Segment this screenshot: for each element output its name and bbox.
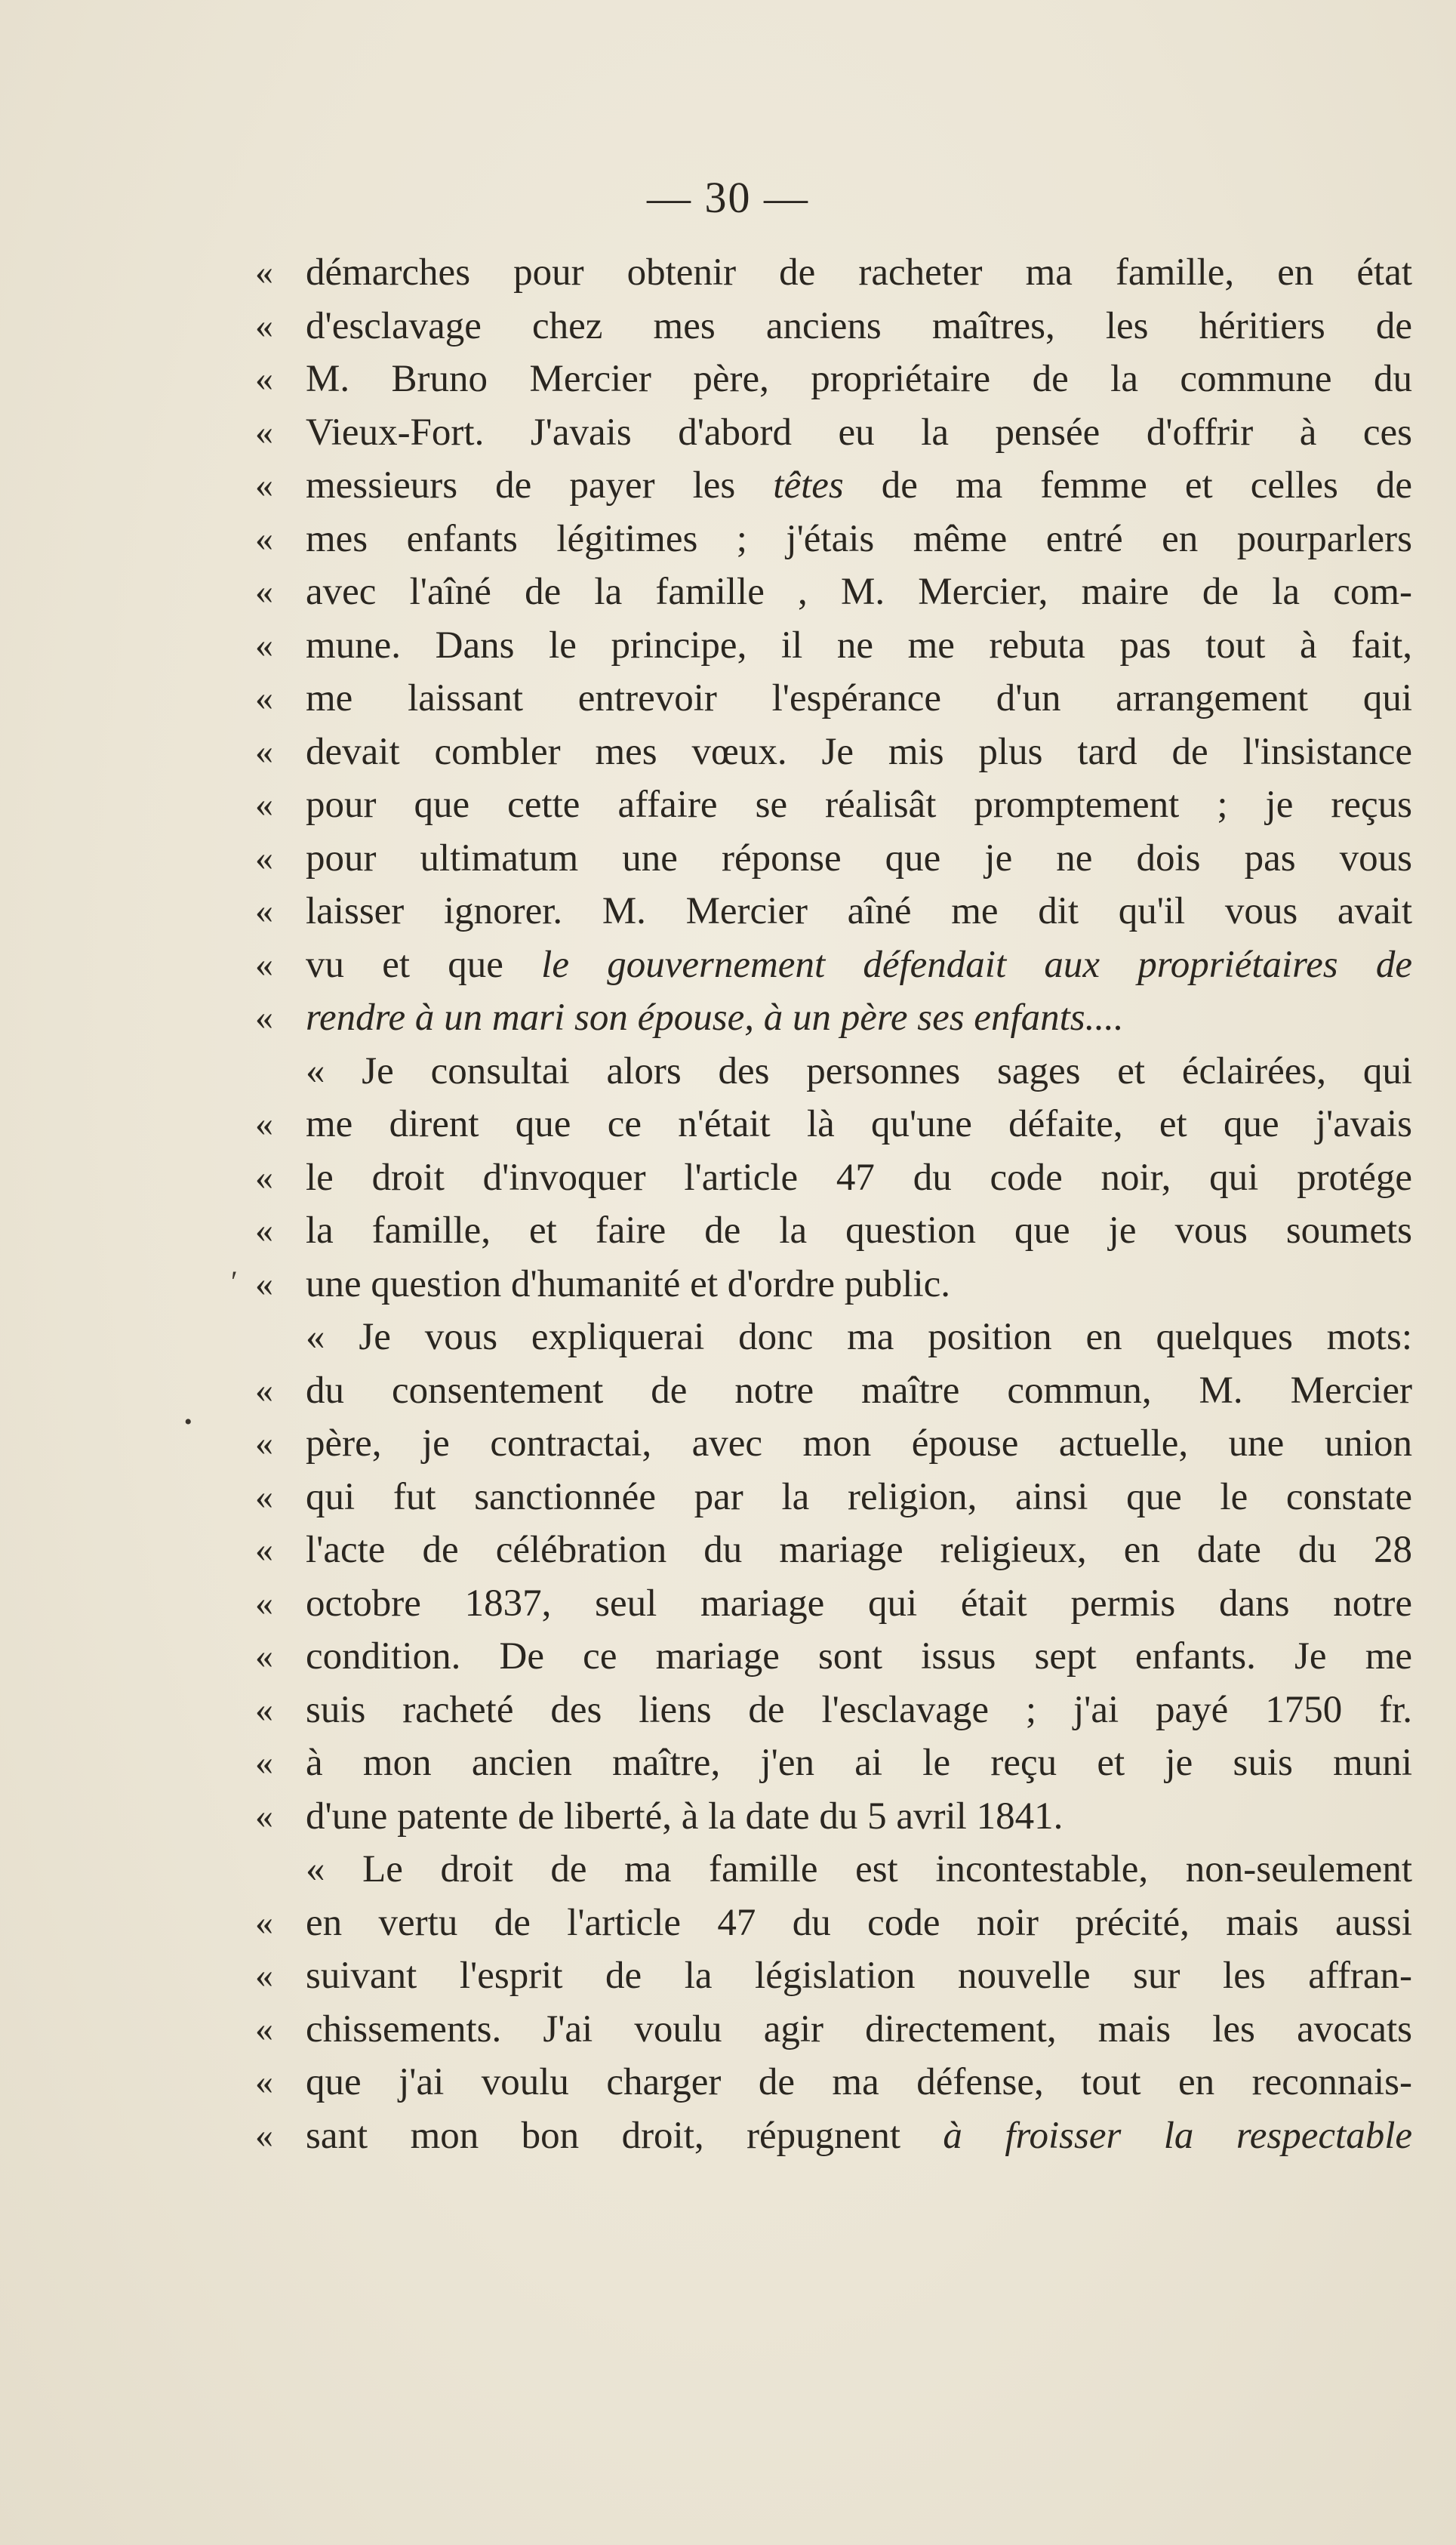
quote-mark: «: [255, 731, 273, 772]
text-block: [0, 246, 1456, 2162]
quote-mark: «: [255, 572, 273, 612]
quote-mark: «: [255, 1742, 273, 1782]
quote-mark: «: [255, 1370, 273, 1410]
text-line: [0, 1524, 1456, 1577]
text-line: [0, 938, 1456, 992]
text-line: [0, 672, 1456, 726]
text-line: [0, 778, 1456, 832]
line-text: « Je consultai alors des personnes sages et éclairées, qui: [306, 1049, 1412, 1092]
line-text: laisser ignorer. M. Mercier aîné me dit qu'il vous avait: [306, 890, 1412, 932]
line-text: « Je vous expliquerai donc ma position en quelques mots:: [306, 1316, 1412, 1358]
text-line: [0, 1843, 1456, 1896]
text-line: [0, 885, 1456, 938]
text-line: [0, 1630, 1456, 1684]
line-text: me laissant entrevoir l'espérance d'un arrangement qui: [306, 677, 1412, 719]
quote-mark: «: [255, 1476, 273, 1517]
line-text: une question d'humanité et d'ordre public.: [306, 1262, 951, 1305]
text-line: [0, 832, 1456, 886]
quote-mark: «: [255, 305, 273, 346]
quote-mark: «: [255, 2008, 273, 2049]
text-line: [0, 1736, 1456, 1790]
quote-mark: «: [255, 1157, 273, 1197]
margin-mark: ′: [231, 1264, 238, 1299]
line-text: suivant l'esprit de la législation nouvelle sur les affran-: [306, 1955, 1412, 1997]
quote-mark: «: [255, 784, 273, 824]
quote-mark: «: [255, 252, 273, 292]
line-text: vu et que le gouvernement défendait aux propriétaires de: [306, 943, 1412, 986]
text-line: [0, 1258, 1456, 1311]
text-line: [0, 565, 1456, 619]
quote-mark: «: [255, 1689, 273, 1730]
text-line: [0, 1896, 1456, 1950]
line-text: le droit d'invoquer l'article 47 du code noir, qui protége: [306, 1156, 1412, 1199]
line-text: démarches pour obtenir de racheter ma famille, en état: [306, 251, 1412, 294]
text-line: [0, 619, 1456, 673]
quote-mark: «: [255, 944, 273, 984]
text-line: [0, 991, 1456, 1045]
quote-mark: «: [255, 624, 273, 665]
line-text: que j'ai voulu charger de ma défense, tout en reconnais-: [306, 2061, 1412, 2103]
quote-mark: «: [255, 1263, 273, 1304]
line-text: Vieux-Fort. J'avais d'abord eu la pensée d'offrir à ces: [306, 411, 1412, 454]
text-line: [0, 2109, 1456, 2163]
text-line: [0, 2003, 1456, 2057]
text-line: [0, 1790, 1456, 1844]
text-line: [0, 353, 1456, 406]
line-text: mune. Dans le principe, il ne me rebuta pas tout à fait,: [306, 624, 1412, 667]
quote-mark: «: [255, 1104, 273, 1144]
line-text: qui fut sanctionnée par la religion, ainsi que le constate: [306, 1475, 1412, 1518]
line-text: pour que cette affaire se réalisât promptement ; je reçus: [306, 784, 1412, 826]
quote-mark: «: [255, 1210, 273, 1250]
line-text: devait combler mes vœux. Je mis plus tard de l'insistance: [306, 730, 1412, 773]
page-number: — 30 —: [647, 173, 809, 222]
text-line: [0, 2056, 1456, 2109]
quote-mark: «: [255, 891, 273, 931]
quote-mark: «: [255, 837, 273, 878]
line-text: messieurs de payer les têtes de ma femme et celles de: [306, 464, 1412, 507]
text-line: [0, 1684, 1456, 1737]
line-text: chissements. J'ai voulu agir directement, mais les avocats: [306, 2007, 1412, 2050]
quote-mark: «: [255, 1955, 273, 1995]
text-line: [0, 726, 1456, 779]
line-text: d'une patente de liberté, à la date du 5 avril 1841.: [306, 1795, 1064, 1838]
line-text: à mon ancien maître, j'en ai le reçu et je suis muni: [306, 1742, 1412, 1784]
line-text: octobre 1837, seul mariage qui était permis dans notre: [306, 1582, 1412, 1625]
line-text: père, je contractai, avec mon épouse actuelle, une union: [306, 1422, 1412, 1465]
text-line: [0, 1151, 1456, 1205]
text-line: [0, 246, 1456, 300]
text-line: [0, 1577, 1456, 1631]
line-text: pour ultimatum une réponse que je ne dois pas vous: [306, 837, 1412, 880]
quote-mark: «: [255, 1423, 273, 1463]
text-line: [0, 300, 1456, 353]
text-line: [0, 459, 1456, 513]
margin-dot: •: [184, 1410, 192, 1434]
line-text: rendre à un mari son épouse, à un père ses enfants....: [306, 997, 1124, 1039]
quote-mark: «: [255, 1530, 273, 1570]
quote-mark: «: [255, 997, 273, 1037]
quote-mark: «: [255, 1636, 273, 1676]
text-line: [0, 1364, 1456, 1418]
line-text: d'esclavage chez mes anciens maîtres, les héritiers de: [306, 304, 1412, 347]
quote-mark: «: [255, 518, 273, 559]
quote-mark: «: [255, 411, 273, 452]
quote-mark: «: [255, 678, 273, 718]
text-line: [0, 1098, 1456, 1151]
quote-mark: «: [255, 1902, 273, 1943]
text-line: [0, 1204, 1456, 1258]
line-text: condition. De ce mariage sont issus sept enfants. Je me: [306, 1635, 1412, 1678]
quote-mark: «: [255, 359, 273, 399]
line-text: la famille, et faire de la question que je vous soumets: [306, 1209, 1412, 1252]
quote-mark: «: [255, 2115, 273, 2155]
text-line: [0, 1949, 1456, 2003]
line-text: me dirent que ce n'était là qu'une défaite, et que j'avais: [306, 1103, 1412, 1145]
line-text: avec l'aîné de la famille , M. Mercier, maire de la com-: [306, 571, 1412, 613]
line-text: M. Bruno Mercier père, propriétaire de la commune du: [306, 358, 1412, 400]
line-text: « Le droit de ma famille est incontestable, non-seulement: [306, 1848, 1412, 1890]
quote-mark: «: [255, 1582, 273, 1623]
line-text: sant mon bon droit, répugnent à froisser la respectable: [306, 2114, 1413, 2157]
line-text: du consentement de notre maître commun, M. Mercier: [306, 1369, 1412, 1412]
text-line: [0, 513, 1456, 566]
quote-mark: «: [255, 2062, 273, 2102]
line-text: mes enfants légitimes ; j'étais même entré en pourparlers: [306, 517, 1412, 560]
quote-mark: «: [255, 1795, 273, 1836]
text-line: [0, 406, 1456, 460]
quote-mark: «: [255, 465, 273, 505]
line-text: l'acte de célébration du mariage religieux, en date du 28: [306, 1529, 1412, 1571]
line-text: suis racheté des liens de l'esclavage ; j'ai payé 1750 fr.: [306, 1688, 1412, 1731]
line-text: en vertu de l'article 47 du code noir précité, mais aussi: [306, 1901, 1412, 1944]
text-line: [0, 1045, 1456, 1098]
text-line: [0, 1417, 1456, 1471]
text-line: [0, 1471, 1456, 1524]
text-line: [0, 1311, 1456, 1364]
